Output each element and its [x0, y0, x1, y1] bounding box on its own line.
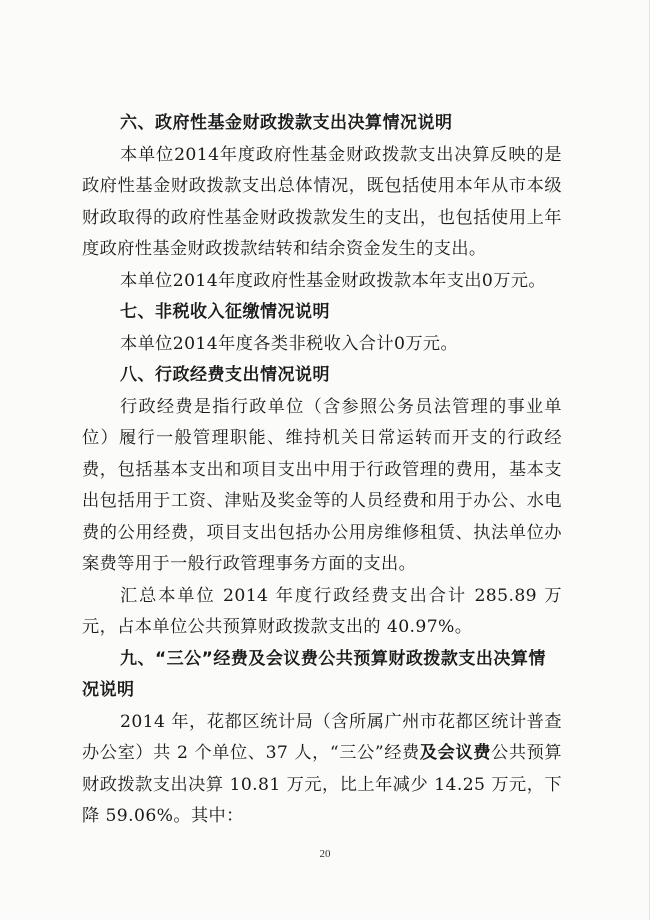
paragraph: 行政经费是指行政单位（含参照公务员法管理的事业单位）履行一般管理职能、维持机关日常运转而开支的行政经费，包括基本支出和项目支出中用于行政管理的费用，基本支出包括用于工资、津贴及奖金等的人员经费和用于办公、水电费的公用经费，项目支出包括办公用房维修租赁、执法单位办案费等用于一般行政管理事务方面的支出。 [82, 396, 562, 574]
section-heading-6: 六、政府性基金财政拨款支出决算情况说明 [120, 113, 453, 133]
section-heading-9: 九、“三公”经费及会议费公共预算财政拨款支出决算情况说明 [82, 648, 546, 700]
section-heading-7: 七、非税收入征缴情况说明 [120, 302, 330, 322]
paragraph-text: 公共预算财政拨款支出决算 10.81 万元，比上年减少 14.25 万元，下降 59.06%。其中： [82, 743, 562, 826]
paragraph: 本单位2014年度政府性基金财政拨款本年支出0万元。 [120, 270, 547, 291]
paragraph: 本单位2014年度各类非税收入合计0万元。 [120, 333, 459, 354]
paragraph: 本单位2014年度政府性基金财政拨款支出决算反映的是政府性基金财政拨款支出总体情况，既包括使用本年从市本级财政取得的政府性基金财政拨款发生的支出，也包括使用上年度政府性基金财政拨款结转和结余资金发生的支出。 [82, 144, 562, 259]
page-number: 20 [319, 848, 331, 860]
paragraph [82, 707, 562, 833]
paragraph-text: 2014 年，花都区统计局（含所属广州市花都区统计普查办公室）共 2 个单位、37 人，“三公”经费 [82, 711, 562, 763]
document-body [82, 108, 562, 833]
emphasis-text: 及会议费 [419, 743, 492, 763]
paragraph: 汇总本单位 2014 年度行政经费支出合计 285.89 万元，占本单位公共预算财政拨款支出的 40.97%。 [82, 585, 562, 637]
section-heading-8: 八、行政经费支出情况说明 [120, 365, 330, 385]
